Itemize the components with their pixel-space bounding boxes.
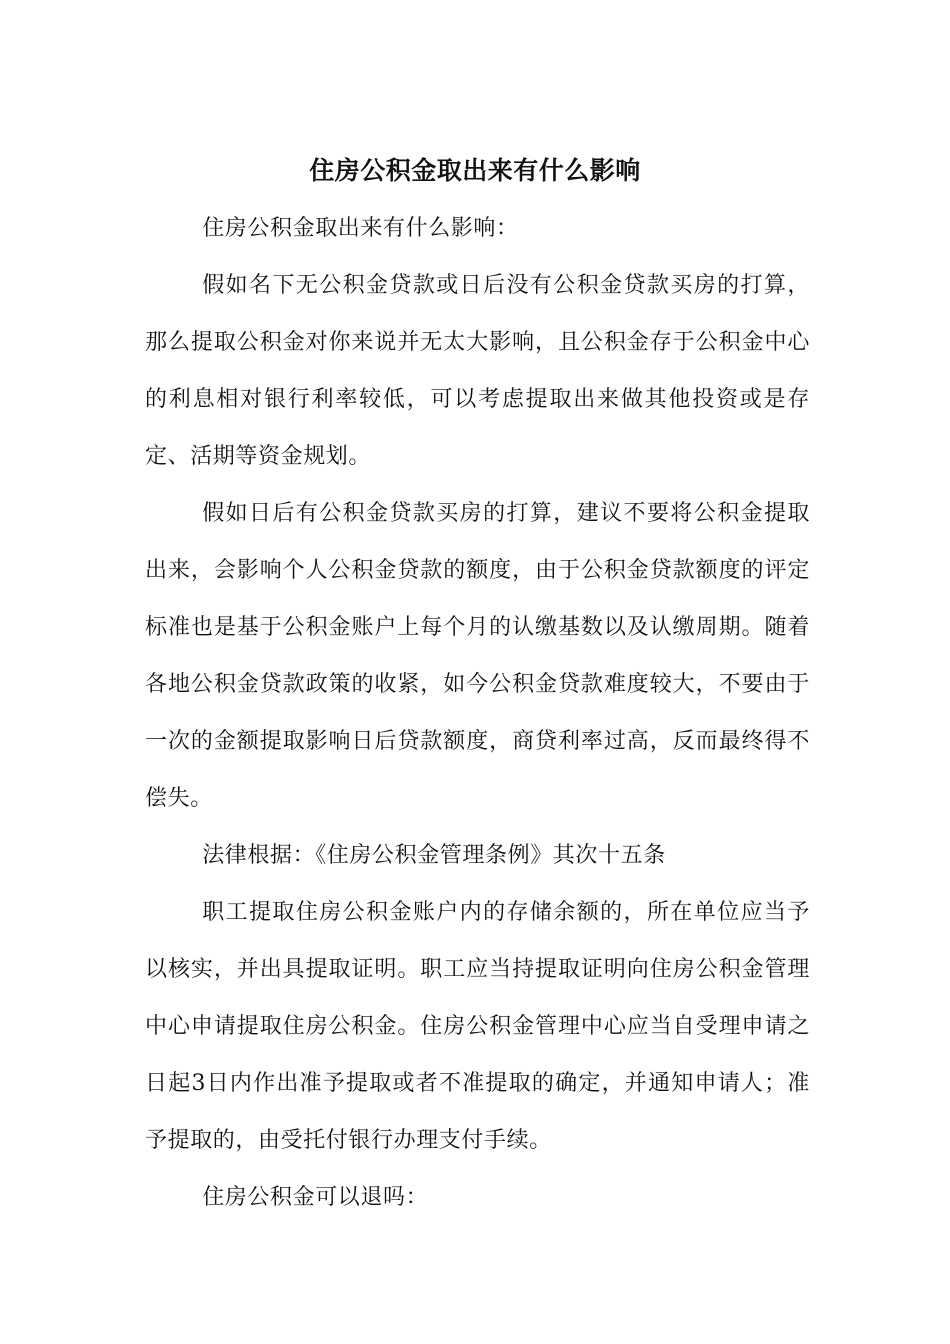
document-title: 住房公积金取出来有什么影响 [309,155,641,185]
document-body [145,200,810,1226]
paragraph-loan-plan: 假如日后有公积金贷款买房的打算，建议不要将公积金提取出来，会影响个人公积金贷款的额度，由于公积金贷款额度的评定标准也是基于公积金账户上每个月的认缴基数以及认缴周期。随着各地公积金贷款政策的收紧，如今公积金贷款难度较大，不要由于一次的金额提取影响日后贷款额度，商贷利率过高，反而最终得不偿失。 [145,501,810,811]
paragraph-intro-question: 住房公积金取出来有什么影响： [202,216,519,241]
paragraph-refund-question: 住房公积金可以退吗： [202,1185,429,1210]
paragraph-withdrawal-procedure: 职工提取住房公积金账户内的存储余额的，所在单位应当予以核实，并出具提取证明。职工应当持提取证明向住房公积金管理中心申请提取住房公积金。住房公积金管理中心应当自受理申请之日起3日内作出准予提取或者不准提取的确定，并通知申请人；准予提取的，由受托付银行办理支付手续。 [145,900,810,1153]
paragraph-legal-basis: 法律根据：《住房公积金管理条例》其次十五条 [202,843,666,868]
paragraph-no-loan-plan: 假如名下无公积金贷款或日后没有公积金贷款买房的打算，那么提取公积金对你来说并无太大影响，且公积金存于公积金中心的利息相对银行利率较低，可以考虑提取出来做其他投资或是存定、活期等资金规划。 [145,273,810,469]
